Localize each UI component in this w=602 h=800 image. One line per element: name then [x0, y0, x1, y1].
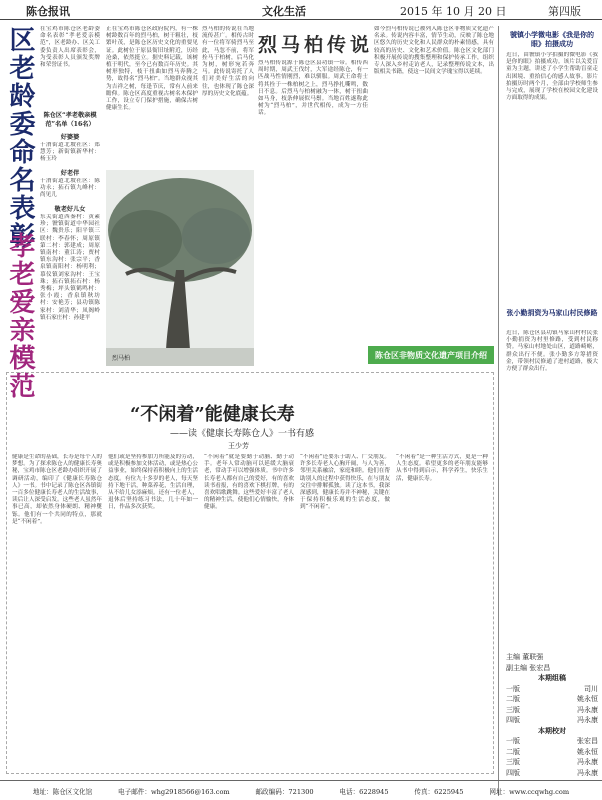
- heritage-banner: 陈仓区非物质文化遗产项目介绍: [368, 346, 494, 364]
- group-list-3: 东关街道西秦村：黄素珍；虢镇街道中华园社区：魏贵乐；阳平镇三联村：李春怀；周原镇第二村：郭建成；周原镇南村：董江涛；贾村镇东沟村：张宗平；香泉镇南阳村：杨明利；慕仪镇刘家沟村：王宝珠；拓石镇拓石村：杨秀梅；坪头镇鹤鸣村：张小霞；香泉镇秋坊村：安艳芳；县功镇陈家村：刘清华；凤阁岭镇石家庄村：孙建平: [40, 214, 100, 321]
- credit-chief-editor: 主编 董联强: [506, 653, 544, 661]
- article-author: 王少芳: [228, 442, 249, 450]
- right-text-1: 近日，由虢镇小学拍摄的微电影《我是你的眼》拍摄成功。该片以关爱盲童为主题，讲述了小学生帮助盲童走出困境、重拾信心的感人故事。影片拍摄历时两个月，全部由学校师生参与完成，展现了学校在校园文化建设方面取得的成果。: [506, 52, 598, 102]
- footer-fax: 传真：6225945: [414, 787, 464, 796]
- footer-zip: 邮政编码：721300: [255, 787, 314, 796]
- right-headline-2: 张小勤捐资为马家山村民修路: [506, 308, 598, 317]
- page-header: [0, 0, 602, 20]
- paper-name: 陈仓报讯: [26, 5, 70, 18]
- credit-proof-title: 本期校对: [538, 725, 566, 735]
- middle-column-text: 正在宝鸡市陈仓区政府院内，有一株树龄数百年的烈马柏，树干粗壮，枝繁叶茂，是陈仓区历史文化的重要见证。此树位于原县衙旧址附近，历经沧桑，依然挺立。据史料记载，该树植于明代，至今已有数百年历史。其树形独特，枝干扭曲如烈马奔腾之势，故得名“烈马柏”。当地群众视其为吉祥之树，每逢节庆，常有人前来瞻仰。陈仓区高度重视古树名木保护工作，设立专门保护措施，确保古树健康生长。: [106, 26, 198, 112]
- group-heading-3: 敬老好儿女: [54, 206, 86, 213]
- proof-row: 三版 冯永康: [506, 758, 598, 766]
- article-column-5: “不闲着”是一种生活方式，更是一种人生态度。希望更多的老年朋友能够从书中得到启示，科学养生，快乐生活，健康长寿。: [396, 454, 488, 482]
- right-headline-1: 虢镇小学微电影《我是你的眼》拍摄成功: [510, 30, 594, 48]
- credit-row: 四版 冯永康: [506, 716, 598, 724]
- article-title: “不闲着”能健康长寿: [130, 404, 295, 425]
- legend-column-a: 烈马柏传说源于陈仓区县功镇一带。相传西周时期，周武王伐纣，大军途经陈仓，有一匹战马性情刚烈，难以驯服。周武王命将士将其拴于一株柏树之上，烈马挣扎嘶鸣，数日不息。后烈马与柏树融为一体，树干扭曲如马身，枝条伸展似马鬃。当地百姓遂称此树为“烈马柏”，并世代相传，成为一方佳话。: [258, 60, 368, 117]
- article-column-1: 健康是生命的基础，长寿是每个人的梦想。为了探求陈仓人的健康长寿奥秘，宝鸡市陈仓区老龄办组织开展了调研活动，编印了《健康长寿陈仓人》一书。书中记录了陈仓区各镇街一百多位健康长寿老人的生活故事，读后让人深受启发。这些老人虽然年事已高，却依然身体硬朗、精神矍铄。他们有一个共同的特点，那就是“不闲着”。: [12, 454, 102, 525]
- tree-illustration: [106, 170, 254, 366]
- article-subtitle: ——读《健康长寿陈仓人》一书有感: [170, 429, 315, 439]
- credits-box: [506, 652, 598, 778]
- photo-caption: 烈马柏: [112, 355, 131, 362]
- credit-row: 二版 姚永恒: [506, 695, 598, 703]
- footer-email: 电子邮件：whg2918566@163.com: [118, 787, 230, 796]
- credit-row: 一版 司川: [506, 684, 598, 693]
- credit-duty-title: 本期组稿: [538, 673, 566, 682]
- legend-side-text: 烈马柏的传说在当地流传甚广。相传古时有一位将军骑烈马至此，马忽不前，将军拴马于柏树，后马化为树，树形宛若奔马。此传说寄托了人们对美好生活的向往，也体现了陈仓深厚的历史文化底蕴。: [202, 26, 254, 97]
- model-list-title: 陈仓区“孝老敬亲模范”名单（16名）: [43, 112, 97, 128]
- group-heading-2: 好老伴: [60, 170, 80, 177]
- group-list-1: 千渭街道北坡社区：郑慧芳；新街镇新华村：杨玉玲: [40, 142, 100, 163]
- tree-photo: [106, 170, 254, 366]
- legend-column-b: 如今烈马柏传说已被列入陈仓区非物质文化遗产名录。传说内容丰富，情节生动，反映了陈仓地区悠久的历史文化和人民群众的朴素情感，具有较高的历史、文化和艺术价值。陈仓区文化部门积极开展传说的搜集整理和保护传承工作，组织专人深入乡村走访老人，记录整理传说文本，出版相关书籍，使这一民间文学瑰宝得以延续。: [374, 26, 494, 76]
- article-column-3: “不闲着”就是要勤于动脑、勤于动手。老年人常动脑可以延缓大脑衰老，常动手可以增强体质。书中许多长寿老人都有自己的爱好，有的喜欢读书看报，有的喜欢下棋打牌，有的喜欢唱歌跳舞。这些爱好丰富了老人的精神生活，使他们心情愉快，身体健康。: [204, 454, 294, 511]
- section-name: 文化生活: [262, 5, 306, 18]
- footer-site: 网址：www.ccqwhg.com: [489, 787, 570, 796]
- credit-deputy-editor: 副主编 张宏昌: [506, 663, 551, 672]
- footer-address: 地址：陈仓区文化馆: [32, 787, 93, 796]
- footer-phone: 电话：6228945: [339, 787, 389, 796]
- credit-row: 三版 冯永康: [506, 705, 598, 714]
- feature-title-part1: 区老龄委命名表彰: [5, 26, 35, 250]
- feature-intro: 在宝鸡市陈仓区老龄委命名表彰“孝老爱亲模范”，区老龄办、区关工委负责人出席表彰会，为受表彰人员颁发奖牌和荣誉证书。: [40, 26, 100, 69]
- group-list-2: 千渭街道北坡社区：陈功永；拓石镇九峰村：尚见儿: [40, 178, 100, 199]
- edition-label: 第四版: [548, 5, 581, 18]
- proof-row: 二版 姚永恒: [506, 747, 598, 756]
- legend-headline: 烈马柏传说: [258, 34, 374, 56]
- group-heading-1: 好婆婆: [60, 134, 80, 141]
- issue-date: 2015 年 10 月 20 日: [400, 5, 507, 18]
- feature-title-part2: 孝老爱亲模范: [5, 232, 35, 400]
- page-footer: [0, 780, 602, 800]
- article-column-4: “不闲着”还要乐于助人、广交朋友。许多长寿老人心胸开阔，与人为善，邻里关系融洽，家庭和睦。他们在帮助别人的过程中获得快乐，在与朋友交往中排解孤独。读了这本书，我深深感到，健康长寿并不神秘，关键在于保持积极乐观的生活态度，做到“不闲着”。: [300, 454, 390, 511]
- proof-row: 一版 张宏昌: [506, 737, 598, 745]
- proof-row: 四版 冯永康: [506, 768, 598, 777]
- right-text-2: 近日，陈仓区县功镇马家山村村民张小勤捐资为村里修路，受到村民称赞。马家山村地处山区，道路崎岖，群众出行不便。张小勤多方筹措资金，带领村民修通了进村道路，极大方便了群众出行。: [506, 330, 598, 373]
- article-column-2: 他们或是坚持参加力所能及的劳动，或是积极参加文体活动，或是热心公益事业，始终保持着积极向上的生活态度。有位九十多岁的老人，每天坚持下地干活，种菜养花，生活自理，从不给儿女添麻烦。还有一位老人，退休后坚持练习书法，几十年如一日，作品多次获奖。: [108, 454, 198, 511]
